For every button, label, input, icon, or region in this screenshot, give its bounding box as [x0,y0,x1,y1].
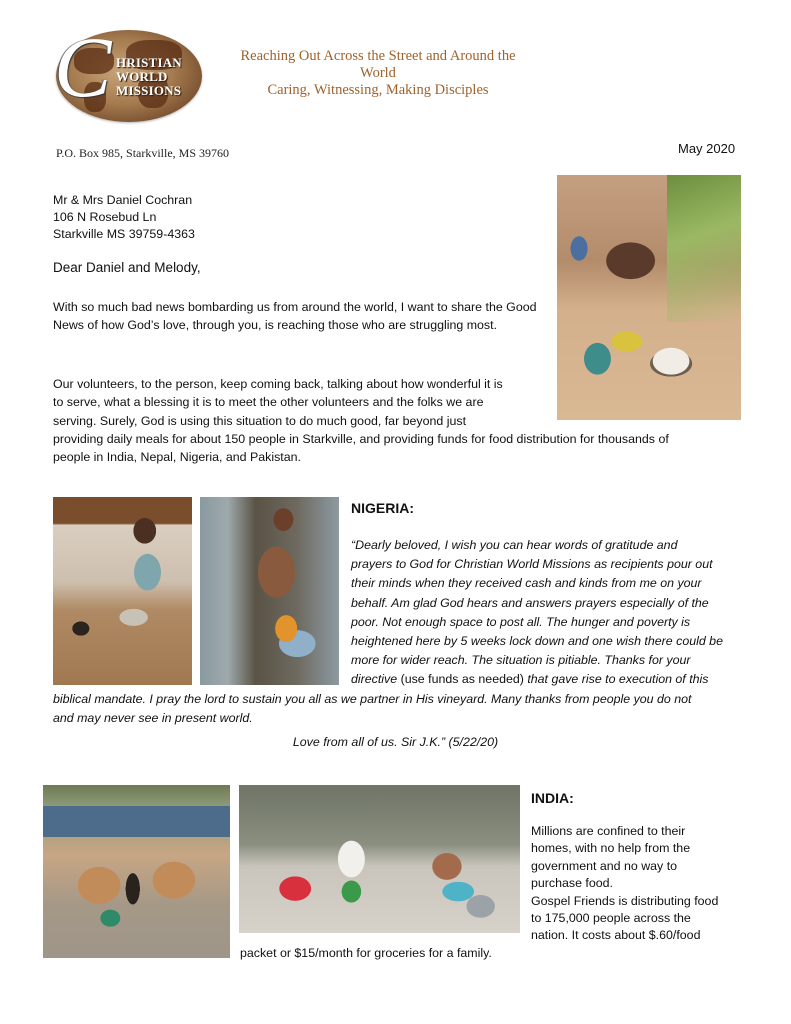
letter-date: May 2020 [678,141,736,156]
quote-line [351,670,746,689]
nigeria-heading: NIGERIA: [351,500,414,516]
addressee-name: Mr & Mrs Daniel Cochran [53,193,193,207]
india-line: purchase food. [531,876,613,891]
photo-nigeria-thin-man [200,497,339,685]
india-line: homes, with no help from the [531,841,691,856]
logo-line-1: HRISTIAN [116,55,182,70]
quote-line: poor. Not enough space to post all. The hunger and poverty is [351,614,691,629]
nigeria-signoff: Love from all of us. Sir J.K.” (5/22/20) [292,735,499,749]
logo-line-2: WORLD [116,69,168,84]
quote-line: their minds when they received cash and kinds from me on your [351,576,702,591]
india-line: nation. It costs about $.60/food [531,928,701,943]
india-line: Millions are confined to their [531,824,686,838]
india-body-continued: packet or $15/month for groceries for a family. [240,946,492,960]
logo-wordmark [116,56,182,98]
paragraph-line: to serve, what a blessing it is to meet the other volunteers and the folks we are [53,395,484,410]
po-box-address: P.O. Box 985, Starkville, MS 39760 [56,146,230,160]
photo-nigeria-elderly-man [53,497,192,685]
letterhead-tagline [228,48,528,99]
quote-line: more for wider reach. The situation is pitiable. Thanks for your [351,653,691,668]
nigeria-quote [351,536,746,690]
quote-line: “Dearly beloved, I wish you can hear words of gratitude and [351,538,678,552]
addressee-block [53,192,195,243]
quote-text: directive [351,672,398,687]
quote-text: that gave rise to execution of this [527,672,709,687]
quote-line: heightened here by 5 weeks lock down and one wish there could be [351,634,723,649]
tagline-line-1: Reaching Out Across the Street and Around the World [240,48,516,81]
paragraph-line: Our volunteers, to the person, keep coming back, talking about how wonderful it is [53,377,503,391]
tagline-line-2: Caring, Witnessing, Making Disciples [267,82,489,98]
logo-initial: C [54,19,112,115]
india-heading: INDIA: [531,790,574,806]
india-line: to 175,000 people across the [531,911,691,926]
logo-line-3: MISSIONS [116,83,182,98]
quote-line: and may never see in present world. [53,711,253,726]
quote-aside: (use funds as needed) [397,672,528,687]
paragraph-line: providing daily meals for about 150 people in Starkville, and providing funds for food distribution for thousands of [53,431,669,446]
photo-india-hut [43,785,230,958]
christian-world-missions-logo [52,18,204,130]
india-line: government and no way to [531,858,678,873]
quote-line: behalf. Am glad God hears and answers prayers especially of the [351,595,709,610]
addressee-city: Starkville MS 39759-4363 [53,227,195,241]
quote-line: prayers to God for Christian World Missions as recipients pour out [351,557,713,572]
india-body [531,823,751,945]
paragraph-line: people in India, Nepal, Nigeria, and Pakistan. [53,450,301,465]
india-line: Gospel Friends is distributing food [531,893,719,908]
nigeria-quote-continued [53,690,753,728]
addressee-street: 106 N Rosebud Ln [53,210,157,224]
quote-line: biblical mandate. I pray the lord to sustain you all as we partner in His vineyard. Many thanks from people you do not [53,692,692,706]
salutation: Dear Daniel and Melody, [53,260,201,275]
photo-children-with-grain [557,175,741,420]
paragraph-line: serving. Surely, God is using this situation to do much good, far beyond just [53,413,467,428]
intro-paragraph: With so much bad news bombarding us from around the world, I want to share the Good News of how God’s love, through you, is reaching those who are struggling most. [53,300,537,333]
photo-india-family [239,785,520,933]
